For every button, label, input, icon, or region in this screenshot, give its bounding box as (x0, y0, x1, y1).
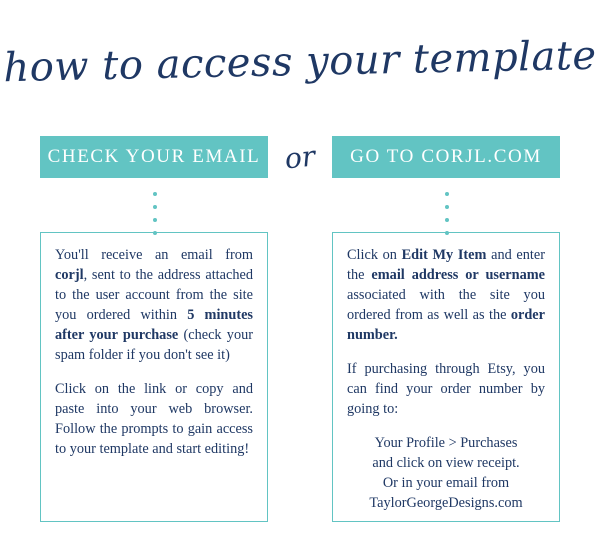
emphasis-text: 5 minutes after your purchase (55, 307, 253, 343)
etsy-step-line: Or in your email from (382, 475, 510, 491)
body-text: associated with the site you ordered from as well as the (347, 287, 545, 323)
dot (445, 192, 449, 196)
body-text: Click on (347, 247, 402, 263)
emphasis-text: corjl (55, 267, 84, 283)
etsy-step-line: TaylorGeorgeDesigns.com (369, 495, 523, 511)
body-text: You'll receive an email from (55, 247, 253, 263)
column-header-check-your-email (40, 136, 268, 178)
body-text: , sent to the address attached to the user account from the site you ordered within (55, 267, 253, 323)
paragraph-link-instructions (55, 379, 253, 459)
etsy-steps-list (347, 433, 545, 513)
dot (153, 192, 157, 196)
etsy-step-line: and click on view receipt. (372, 455, 520, 471)
page-title: how to access your template (2, 32, 598, 92)
body-text: and enter the (347, 247, 545, 283)
or-divider-label: or (283, 139, 317, 176)
dot (445, 205, 449, 209)
column-header-go-to-corjl (332, 136, 560, 178)
dot (153, 205, 157, 209)
column-header-label-right: GO TO CORJL.COM (350, 146, 542, 167)
instructions-box-left (40, 232, 268, 522)
dot (445, 218, 449, 222)
body-text: If purchasing through Etsy, you can find your order number by going to: (347, 361, 545, 417)
dotted-connector-right (444, 192, 450, 235)
dotted-connector-left (152, 192, 158, 235)
emphasis-text: Edit My Item (401, 247, 487, 263)
instructions-box-right (332, 232, 560, 522)
etsy-step-line: Your Profile > Purchases (374, 435, 518, 451)
dot (153, 218, 157, 222)
paragraph-etsy-instructions (347, 359, 545, 419)
body-text: Click on the link or copy and paste into your web browser. Follow the prompts to gain access to your template and start editing! (55, 381, 253, 457)
paragraph-email-instructions (55, 245, 253, 365)
emphasis-text: order number. (347, 307, 545, 343)
body-text: (check your spam folder if you don't see it) (55, 327, 254, 363)
paragraph-edit-my-item-instructions (347, 245, 545, 345)
column-header-label-left: CHECK YOUR EMAIL (47, 146, 261, 167)
emphasis-text: email address or username (371, 267, 546, 283)
